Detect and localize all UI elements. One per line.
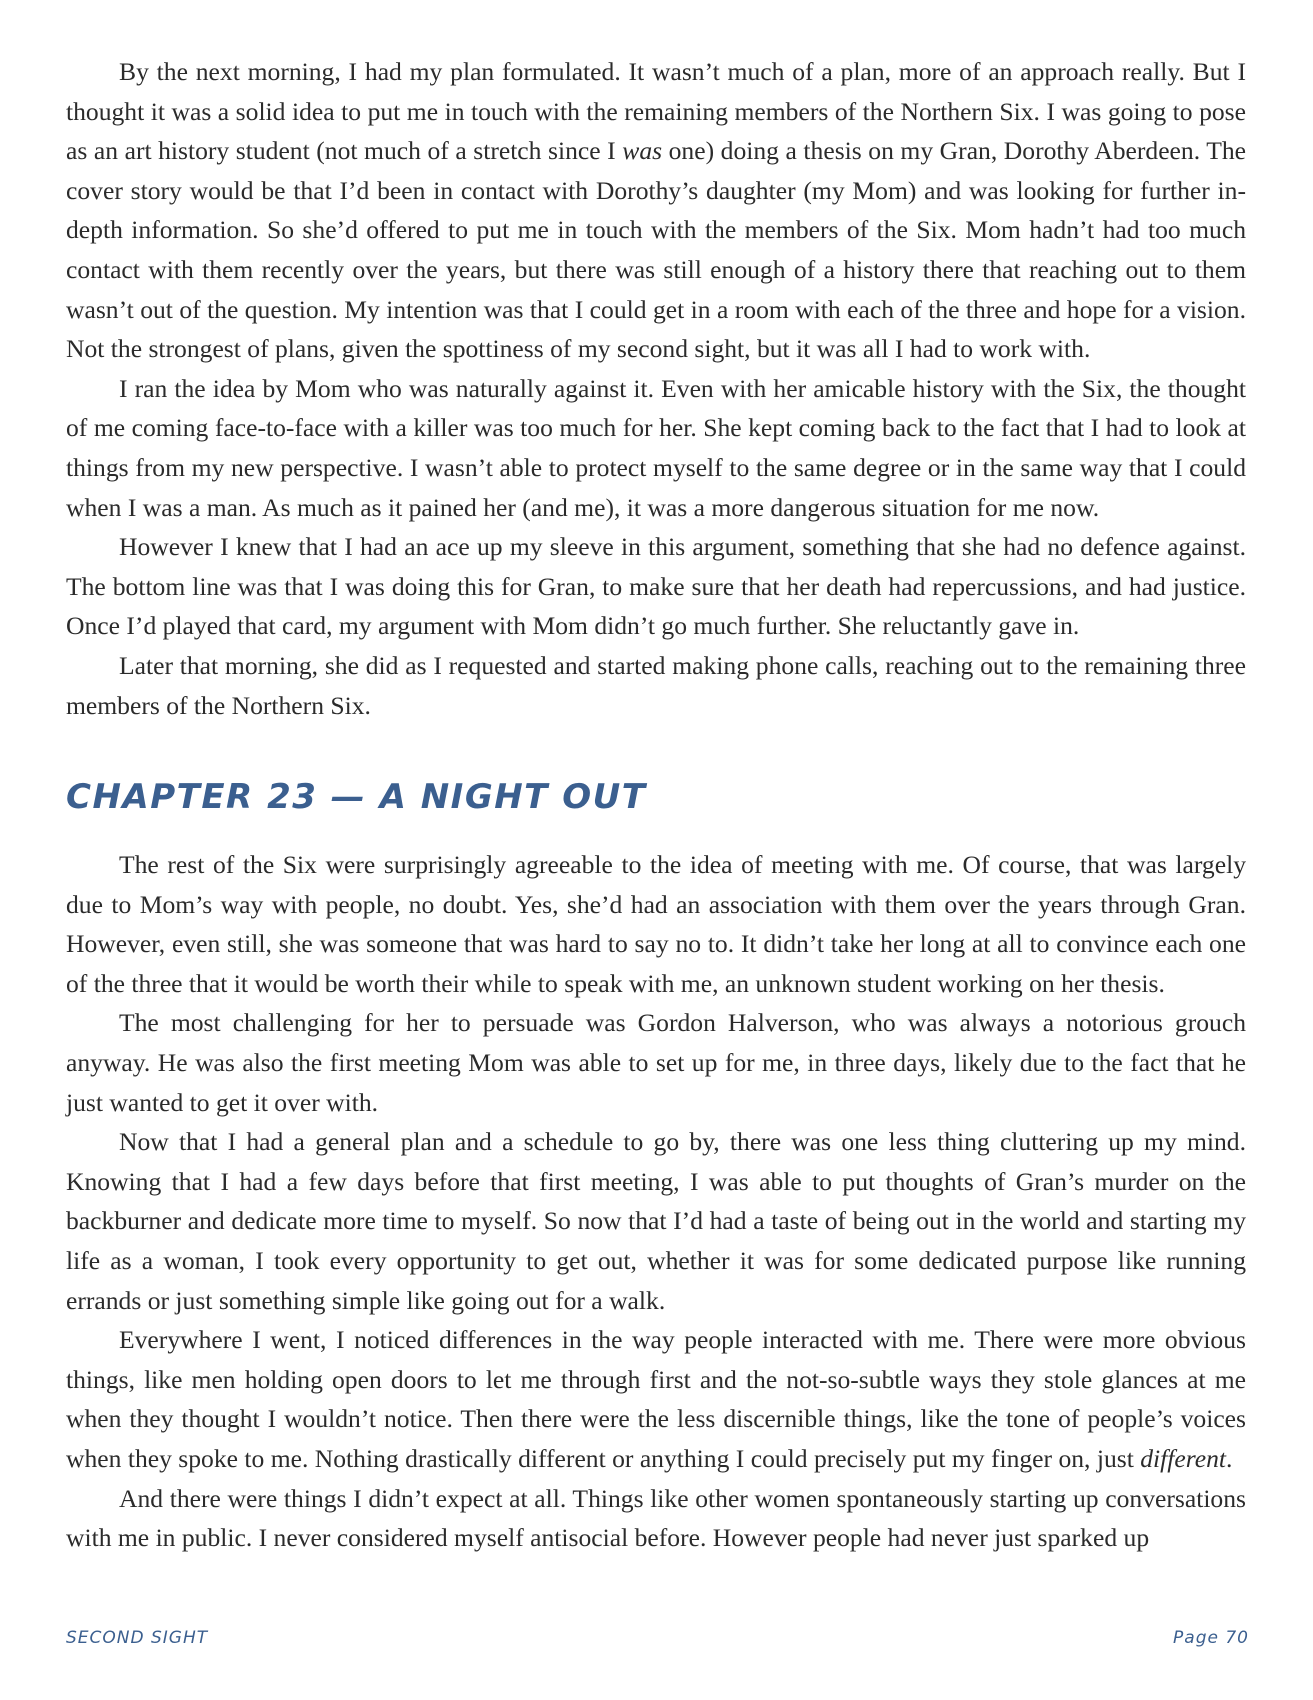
emphasized-word: was bbox=[622, 136, 663, 166]
body-paragraph: Now that I had a general plan and a schedule to go by, there was one less thing cluttering up my mind. Knowing that I had a few days before that first meeting, I was able to put thoughts of Gran’s murder on the backburner and dedicate more time to myself. So now that I’d had a taste of being out in the world and starting my life as a woman, I took every opportunity to get out, whether it was for some dedicated purpose like running errands or just something simple like going out for a walk. bbox=[66, 1127, 1246, 1315]
body-paragraph: The most challenging for her to persuade was Gordon Halverson, who was always a notorious grouch anyway. He was also the first meeting Mom was able to set up for me, in three days, likely due to the fact that he just wanted to get it over with. bbox=[66, 1008, 1246, 1117]
paragraph-text-before: Everywhere I went, I noticed differences in the way people interacted with me. There were more obvious things, like men holding open doors to let me through first and the not-so-subtle ways they stole glances at me when they thought I wouldn’t notice. Then there were the less discernible things, like the tone of people’s voices when they spoke to me. Nothing drastically different or anything I could precisely put my finger on, just bbox=[66, 1325, 1246, 1473]
body-paragraph: Later that morning, she did as I requested and started making phone calls, reaching out to the remaining three members of the Northern Six. bbox=[66, 650, 1246, 720]
emphasized-word: different bbox=[1140, 1444, 1227, 1473]
book-page bbox=[66, 52, 1246, 1558]
body-paragraph: However I knew that I had an ace up my sleeve in this argument, something that she had no defence against. The bottom line was that I was doing this for Gran, to make sure that her death had repercussions, and had justice. Once I’d played that card, my argument with Mom didn’t go much further. She reluctantly gave in. bbox=[66, 532, 1246, 641]
footer-page-number: Page 70 bbox=[1173, 1628, 1249, 1648]
paragraph-text-after: one) doing a thesis on my Gran, Dorothy Aberdeen. The cover story would be that I’d been in contact with Dorothy’s daughter (my Mom) and was looking for further in-depth information. So she’d offered to put me in touch with the members of the Six. Mom hadn’t had too much contact with them recently over the years, but there was still enough of a history there that reaching out to them wasn’t out of the question. My intention was that I could get in a room with each of the three and hope for a vision. Not the strongest of plans, given the spottiness of my second sight, but it was all I had to work with. bbox=[66, 136, 1246, 364]
body-paragraph bbox=[66, 1320, 1246, 1478]
paragraph-text-after: . bbox=[1226, 1444, 1233, 1473]
body-paragraph bbox=[66, 52, 1246, 369]
body-paragraph: I ran the idea by Mom who was naturally against it. Even with her amicable history with the Six, the thought of me coming face-to-face with a killer was too much for her. She kept coming back to the fact that I had to look at things from my new perspective. I wasn’t able to protect myself to the same degree or in the same way that I could when I was a man. As much as it pained her (and me), it was a more dangerous situation for me now. bbox=[66, 373, 1246, 522]
body-paragraph: And there were things I didn’t expect at all. Things like other women spontaneously starting up conversations with me in public. I never considered myself antisocial before. However people had never just sparked up bbox=[66, 1483, 1246, 1553]
body-paragraph: The rest of the Six were surprisingly agreeable to the idea of meeting with me. Of course, that was largely due to Mom’s way with people, no doubt. Yes, she’d had an association with them over the years through Gran. However, even still, she was someone that was hard to say no to. It didn’t take her long at all to convince each one of the three that it would be worth their while to speak with me, an unknown student working on her thesis. bbox=[66, 850, 1246, 998]
chapter-heading: CHAPTER 23 — A NIGHT OUT bbox=[66, 777, 647, 818]
footer-book-title: SECOND SIGHT bbox=[66, 1628, 209, 1648]
paragraph-text-before: By the next morning, I had my plan formulated. It wasn’t much of a plan, more of an approach really. But I thought it was a solid idea to put me in touch with the remaining members of the Northern Six. I was going to pose as an art history student (not much of a stretch since I bbox=[66, 57, 1246, 166]
